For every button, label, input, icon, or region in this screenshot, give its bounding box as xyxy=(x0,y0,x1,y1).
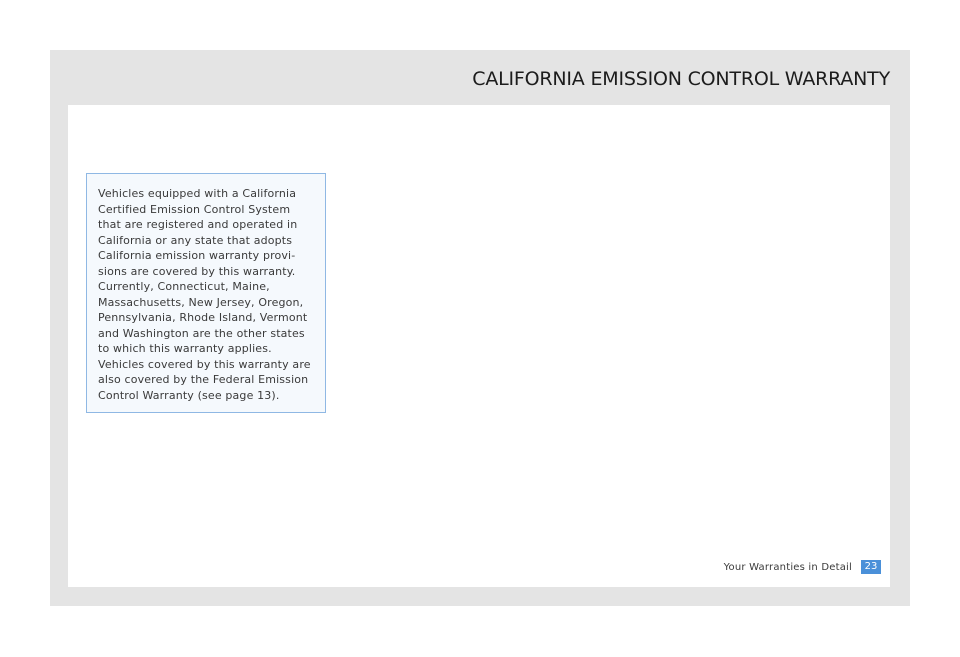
note-line: Certified Emission Control System xyxy=(98,202,291,216)
note-line: Currently, Connecticut, Maine, xyxy=(98,280,270,293)
warranty-note-box xyxy=(86,173,326,413)
note-line: Vehicles covered by this warranty are xyxy=(98,357,311,371)
note-line: to which this warranty applies. xyxy=(98,342,272,355)
note-line: that are registered and operated in xyxy=(98,218,298,231)
note-line: Control Warranty (see page 13). xyxy=(98,388,280,402)
note-line: Pennsylvania, Rhode Island, Vermont xyxy=(98,311,308,324)
footer-section-label: Your Warranties in Detail xyxy=(723,561,852,573)
page-footer xyxy=(724,560,881,574)
note-line: Massachusetts, New Jersey, Oregon, xyxy=(98,295,304,309)
note-line: and Washington are the other states xyxy=(98,326,305,340)
note-line: Vehicles equipped with a California xyxy=(98,187,297,200)
note-line: California emission warranty provi- xyxy=(98,249,296,262)
content-sheet xyxy=(68,105,890,587)
page-frame xyxy=(50,50,910,606)
page-title: CALIFORNIA EMISSION CONTROL WARRANTY xyxy=(472,68,890,90)
note-line: California or any state that adopts xyxy=(98,233,293,247)
note-line: sions are covered by this warranty. xyxy=(98,264,296,278)
page-number-badge: 23 xyxy=(861,560,881,574)
note-line: also covered by the Federal Emission xyxy=(98,373,309,386)
warranty-note-text xyxy=(98,186,315,403)
